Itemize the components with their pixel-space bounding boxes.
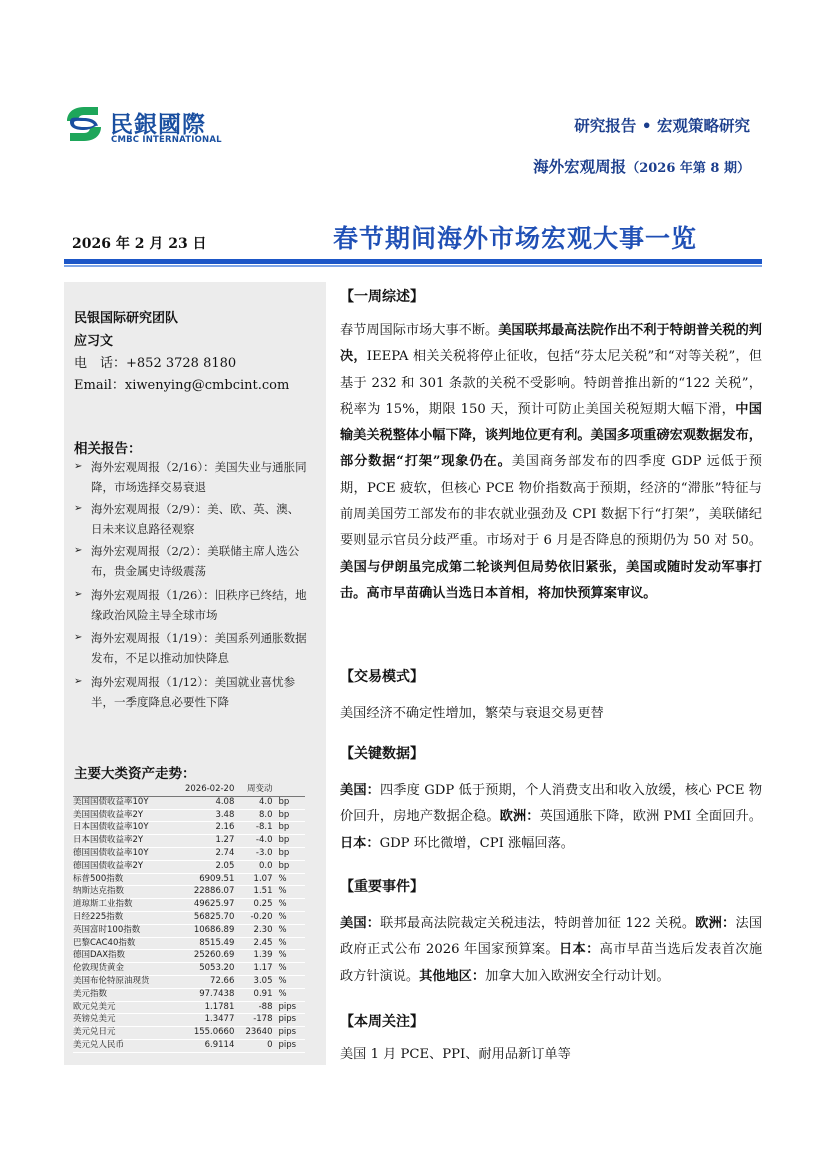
market-table-row [73,988,305,1001]
asset-unit: % [272,937,305,950]
market-table-row [73,899,305,912]
trading-mode-heading: 【交易模式】 [340,669,424,685]
logo-english-name: CMBC INTERNATIONAL [111,135,222,145]
related-report-item[interactable]: ➢ 海外宏观周报（1/12）：美国就业喜忧参半，一季度降息必要性下降 [74,672,310,712]
asset-unit: % [272,963,305,976]
asset-change: -8.1 [234,822,272,835]
asset-unit: % [272,975,305,988]
asset-unit: % [272,988,305,1001]
events-paragraph: 美国：联邦最高法院裁定关税违法，特朗普加征 122 关税。欧洲：法国政府正式公布 2026 年国家预算案。日本：高市早苗当选后发表首次施政方针演说。其他地区：加拿大加入欧洲安全行动计划。 [340,916,763,984]
market-table-row [73,860,305,873]
asset-unit: % [272,950,305,963]
asset-change: 0.25 [234,899,272,912]
asset-change: 1.39 [234,950,272,963]
sidebar [64,282,326,1065]
team-name: 民银国际研究团队 [74,311,179,326]
logo-mark-icon [64,104,104,144]
related-report-item[interactable]: ➢ 海外宏观周报（1/19）：美国系列通胀数据发布，不足以推动加快降息 [74,628,310,668]
market-table-header [73,784,305,796]
asset-name: 巴黎CAC40指数 [73,937,185,950]
asset-unit: pips [272,1001,305,1014]
asset-name: 标普500指数 [73,873,185,886]
arrow-bullet-icon: ➢ [74,589,83,600]
market-table-row [73,822,305,835]
logo-chinese-name: 民銀國際 [110,112,206,138]
focus-text: 美国 1 月 PCE、PPI、耐用品新订单等 [340,1047,571,1062]
summary-heading: 【一周综述】 [340,289,424,305]
asset-value: 56825.70 [185,911,234,924]
asset-value: 1.1781 [185,1001,234,1014]
asset-unit: bp [272,847,305,860]
asset-change: -3.0 [234,847,272,860]
asset-unit: bp [272,809,305,822]
asset-change: 8.0 [234,809,272,822]
asset-change: -0.20 [234,911,272,924]
market-table-row [73,911,305,924]
asset-value: 22886.07 [185,886,234,899]
asset-name: 德国DAX指数 [73,950,185,963]
phone-number: +852 3728 8180 [126,356,237,371]
asset-value: 5053.20 [185,963,234,976]
focus-heading: 【本周关注】 [340,1014,424,1030]
asset-unit: bp [272,835,305,848]
report-date: 2026 年 2 月 23 日 [72,236,207,252]
asset-name: 日经225指数 [73,911,185,924]
asset-change: 1.07 [234,873,272,886]
asset-name: 英国富时100指数 [73,924,185,937]
market-table-row [73,796,305,809]
market-table-row [73,924,305,937]
asset-value: 2.16 [185,822,234,835]
related-report-item[interactable]: ➢ 海外宏观周报（2/16）：美国失业与通胀同降，市场选择交易衰退 [74,457,310,497]
header-divider [64,259,762,264]
col-date-header: 2026-02-20 [185,784,234,796]
asset-value: 6909.51 [185,873,234,886]
arrow-bullet-icon: ➢ [74,632,83,643]
asset-unit: % [272,873,305,886]
asset-unit: pips [272,1027,305,1040]
market-table-row [73,1014,305,1027]
key-data-heading: 【关键数据】 [340,746,424,762]
email-label: Email： [74,378,125,393]
asset-unit: % [272,886,305,899]
col-change-header: 周变动 [234,784,272,796]
asset-name: 美国国债收益率2Y [73,809,185,822]
summary-paragraph: 春节周国际市场大事不断。美国联邦最高法院作出不利于特朗普关税的判决，IEEPA 相关关税将停止征收，包括“芬太尼关税”和“对等关税”，但基于 232 和 301 条款的关税不受影响。特朗普推出新的“122 关税”，税率为 15%，期限 150 天，预计可防止美国关税短期大幅下滑，中国输美关税整体小幅下降，谈判地位更有利。美国多项重磅宏观数据发布，部分数据“打架”现象仍在。美国商务部发布的四季度 GDP 远低于预期，PCE 疲软，但核心 PCE 物价指数高于预期，经济的“滞胀”特征与前周美国劳工部发布的非农就业强劲及 CPI 数据下行“打架”，美联储纪要则显示官员分歧严重。市场对于 6 月是否降息的预期仍为 50 对 50。美国与伊朗虽完成第二轮谈判但局势依旧紧张，美国或随时发动军事打击。高市早苗确认当选日本首相，将加快预算案审议。 [340,323,762,601]
asset-value: 2.74 [185,847,234,860]
asset-name: 日本国债收益率2Y [73,835,185,848]
trading-mode-text: 美国经济不确定性增加，繁荣与衰退交易更替 [340,706,604,721]
market-table-row [73,1027,305,1040]
market-table-row [73,835,305,848]
market-table-row [73,975,305,988]
report-issue: （2026 年第 8 期） [626,161,750,176]
asset-change: 0 [234,1039,272,1052]
asset-value: 6.9114 [185,1039,234,1052]
arrow-bullet-icon: ➢ [74,461,83,472]
asset-name: 纳斯达克指数 [73,886,185,899]
events-heading: 【重要事件】 [340,879,424,895]
asset-name: 道琼斯工业指数 [73,899,185,912]
market-table-row [73,963,305,976]
asset-value: 1.27 [185,835,234,848]
asset-value: 155.0660 [185,1027,234,1040]
asset-name: 德国国债收益率2Y [73,860,185,873]
asset-unit: bp [272,860,305,873]
report-series [533,155,750,177]
asset-value: 10686.89 [185,924,234,937]
asset-change: -88 [234,1001,272,1014]
related-reports-title: 相关报告： [74,441,142,457]
asset-value: 3.48 [185,809,234,822]
phone-line [74,352,236,371]
asset-change: 2.30 [234,924,272,937]
analyst-name: 应习文 [74,334,114,349]
asset-name: 美元指数 [73,988,185,1001]
asset-unit: pips [272,1014,305,1027]
asset-value: 8515.49 [185,937,234,950]
asset-change: 0.91 [234,988,272,1001]
arrow-bullet-icon: ➢ [74,503,83,514]
arrow-bullet-icon: ➢ [74,676,83,687]
asset-name: 伦敦现货黄金 [73,963,185,976]
email-line [74,374,289,393]
asset-value: 2.05 [185,860,234,873]
asset-name: 英镑兑美元 [73,1014,185,1027]
asset-name: 美国布伦特原油现货 [73,975,185,988]
asset-value: 25260.69 [185,950,234,963]
market-table-row [73,873,305,886]
brand-logo [64,104,244,150]
asset-name: 德国国债收益率10Y [73,847,185,860]
asset-unit: pips [272,1039,305,1052]
market-table-row [73,847,305,860]
asset-value: 49625.97 [185,899,234,912]
asset-unit: % [272,911,305,924]
market-table-row [73,886,305,899]
asset-change: 2.45 [234,937,272,950]
asset-name: 美国国债收益率10Y [73,796,185,809]
report-series-name: 海外宏观周报 [533,157,627,176]
asset-value: 1.3477 [185,1014,234,1027]
asset-change: 1.51 [234,886,272,899]
asset-name: 日本国债收益率10Y [73,822,185,835]
header-divider-thin [64,265,762,267]
asset-unit: bp [272,822,305,835]
phone-label: 电 话： [74,356,127,371]
asset-change: 3.05 [234,975,272,988]
asset-unit: % [272,899,305,912]
market-table-row [73,950,305,963]
asset-change: 4.0 [234,796,272,809]
asset-unit: bp [272,796,305,809]
related-report-item[interactable]: ➢ 海外宏观周报（2/2）：美联储主席人选公布，贵金属史诗级震荡 [74,541,310,581]
market-table-row [73,1039,305,1052]
market-table-title: 主要大类资产走势： [74,766,196,782]
asset-name: 欧元兑美元 [73,1001,185,1014]
market-table [73,784,305,1053]
asset-value: 72.66 [185,975,234,988]
market-table-row [73,1001,305,1014]
asset-value: 4.08 [185,796,234,809]
asset-change: -178 [234,1014,272,1027]
market-table-row [73,937,305,950]
asset-change: 0.0 [234,860,272,873]
related-report-item[interactable]: ➢ 海外宏观周报（1/26）：旧秩序已终结，地缘政治风险主导全球市场 [74,585,310,625]
asset-unit: % [272,924,305,937]
asset-change: -4.0 [234,835,272,848]
asset-name: 美元兑人民币 [73,1039,185,1052]
market-table-row [73,809,305,822]
arrow-bullet-icon: ➢ [74,545,83,556]
asset-change: 23640 [234,1027,272,1040]
asset-value: 97.7438 [185,988,234,1001]
key-data-paragraph: 美国：四季度 GDP 低于预期，个人消费支出和收入放缓，核心 PCE 物价回升，房地产数据企稳。欧洲：英国通胀下降，欧洲 PMI 全面回升。日本：GDP 环比微增，CPI 涨幅回落。 [340,783,763,851]
report-type: 研究报告 • 宏观策略研究 [574,116,750,135]
asset-change: 1.17 [234,963,272,976]
asset-name: 美元兑日元 [73,1027,185,1040]
related-report-item[interactable]: ➢ 海外宏观周报（2/9）：美、欧、英、澳、日未来议息路径观察 [74,499,310,539]
page-title: 春节期间海外市场宏观大事一览 [333,224,698,253]
email-address[interactable]: xiwenying@cmbcint.com [124,378,290,393]
